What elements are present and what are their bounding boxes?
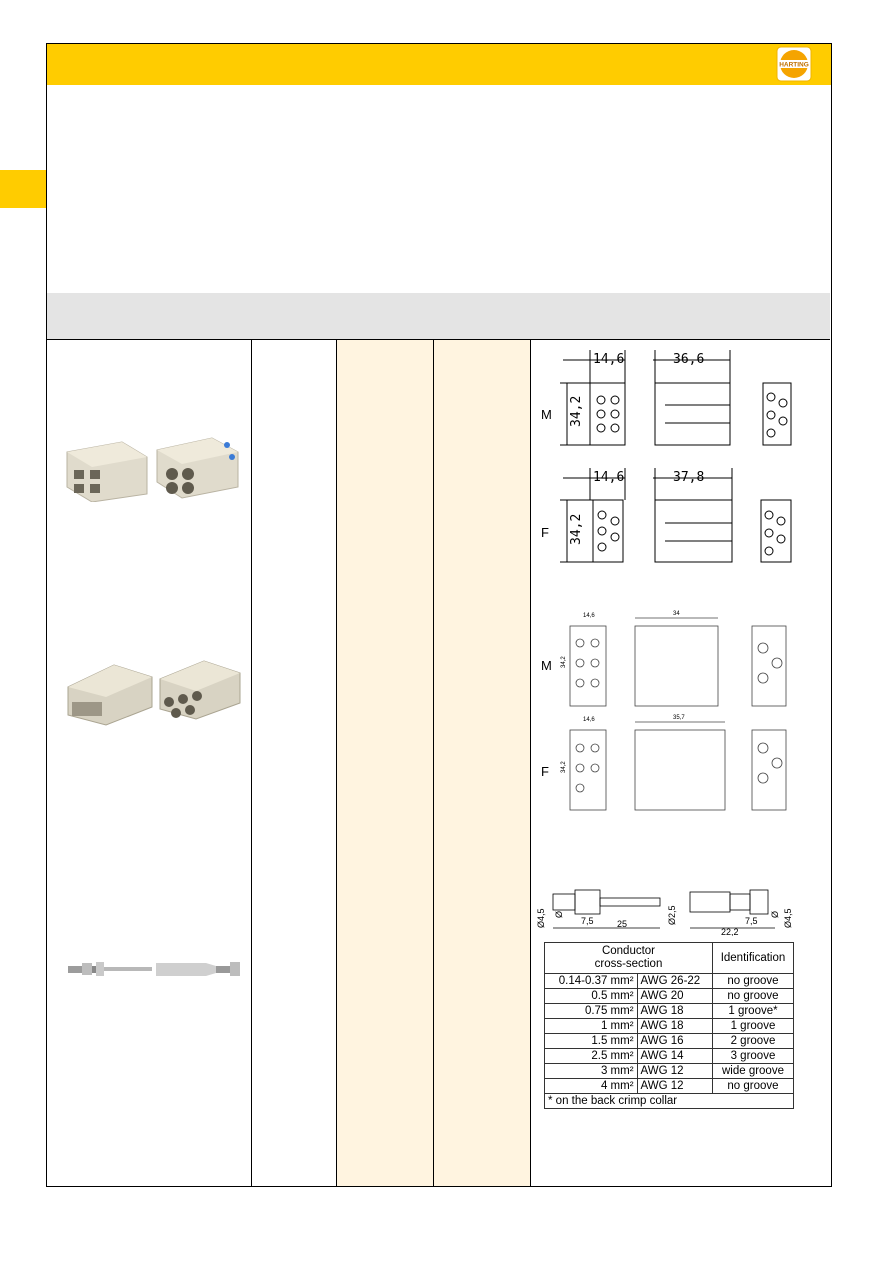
cell-awg: AWG 12 xyxy=(637,1064,712,1079)
cream-column-2 xyxy=(434,340,530,1186)
contacts-drawing xyxy=(535,880,797,936)
dim-height-m: 34,2 xyxy=(569,395,584,427)
dim-height-f: 34,2 xyxy=(569,513,584,545)
table-row xyxy=(545,989,794,1004)
cell-id: wide groove xyxy=(712,1064,793,1079)
cell-id: 1 groove xyxy=(712,1019,793,1034)
column-divider xyxy=(433,340,434,1186)
dim-crimp-right: 7,5 xyxy=(745,916,758,926)
label-male-2: M xyxy=(541,658,552,673)
cell-mm: 1 mm² xyxy=(545,1019,638,1034)
dim-width-m: 14,6 xyxy=(593,352,625,367)
dim-length-male: 25 xyxy=(617,919,628,929)
cell-mm: 3 mm² xyxy=(545,1064,638,1079)
dim-width-f: 14,6 xyxy=(593,470,625,485)
dim-width-m-2: 14,6 xyxy=(583,613,595,619)
dim-crimp-left: 7,5 xyxy=(581,916,594,926)
table-row xyxy=(545,1079,794,1094)
dim-height-f-2: 34,2 xyxy=(561,761,567,773)
product-photo-contacts xyxy=(66,957,244,981)
cross-section-table xyxy=(544,942,794,1109)
label-male: M xyxy=(541,407,552,422)
header-identification: Identification xyxy=(712,943,793,974)
cell-mm: 4 mm² xyxy=(545,1079,638,1094)
cell-awg: AWG 12 xyxy=(637,1079,712,1094)
dimension-drawing-2 xyxy=(535,608,825,818)
cell-awg: AWG 20 xyxy=(637,989,712,1004)
cell-awg: AWG 16 xyxy=(637,1034,712,1049)
cell-awg: AWG 18 xyxy=(637,1004,712,1019)
dim-length-m-2: 34 xyxy=(673,611,680,617)
column-divider xyxy=(530,340,531,1186)
cell-mm: 1.5 mm² xyxy=(545,1034,638,1049)
cell-id: no groove xyxy=(712,974,793,989)
cell-awg: AWG 18 xyxy=(637,1019,712,1034)
dim-length-f-2: 35,7 xyxy=(673,715,685,721)
logo-text: HARTING xyxy=(779,61,809,69)
dim-dia-right-2: Ø4,5 xyxy=(783,908,793,928)
dimension-drawing-1 xyxy=(535,345,825,575)
product-photo-insert-1 xyxy=(62,432,246,502)
cell-mm: 0.5 mm² xyxy=(545,989,638,1004)
table-row xyxy=(545,1049,794,1064)
header-conductor: Conductor cross-section xyxy=(545,943,713,974)
column-divider xyxy=(336,340,337,1186)
dim-height-m-2: 34,2 xyxy=(561,656,567,668)
dim-length-m: 36,6 xyxy=(673,352,705,367)
dim-length-f: 37,8 xyxy=(673,470,705,485)
product-photo-insert-2 xyxy=(64,657,244,727)
table-footnote: * on the back crimp collar xyxy=(545,1094,794,1109)
cream-column-1 xyxy=(337,340,433,1186)
cell-id: 2 groove xyxy=(712,1034,793,1049)
dim-pin-dia: Ø2,5 xyxy=(667,905,677,925)
cell-id: no groove xyxy=(712,989,793,1004)
cell-id: 1 groove* xyxy=(712,1004,793,1019)
table-header-band xyxy=(47,293,830,339)
label-female: F xyxy=(541,525,549,540)
cell-id: no groove xyxy=(712,1079,793,1094)
cell-awg: AWG 14 xyxy=(637,1049,712,1064)
dim-dia-left-2: Ø xyxy=(554,910,564,918)
dim-dia-left: Ø4,5 xyxy=(536,908,546,928)
cell-mm: 0.75 mm² xyxy=(545,1004,638,1019)
dim-length-female: 22,2 xyxy=(721,927,739,936)
dim-dia-right: Ø xyxy=(770,910,780,918)
cell-awg: AWG 26-22 xyxy=(637,974,712,989)
dim-width-f-2: 14,6 xyxy=(583,717,595,723)
table-row xyxy=(545,1019,794,1034)
table-row xyxy=(545,1004,794,1019)
table-row xyxy=(545,1064,794,1079)
table-row xyxy=(545,974,794,989)
label-female-2: F xyxy=(541,764,549,779)
cell-id: 3 groove xyxy=(712,1049,793,1064)
cell-mm: 0.14-0.37 mm² xyxy=(545,974,638,989)
column-divider xyxy=(251,340,252,1186)
table-footnote-row xyxy=(545,1094,794,1109)
table-row xyxy=(545,1034,794,1049)
side-tab-marker xyxy=(0,170,46,208)
cell-mm: 2.5 mm² xyxy=(545,1049,638,1064)
